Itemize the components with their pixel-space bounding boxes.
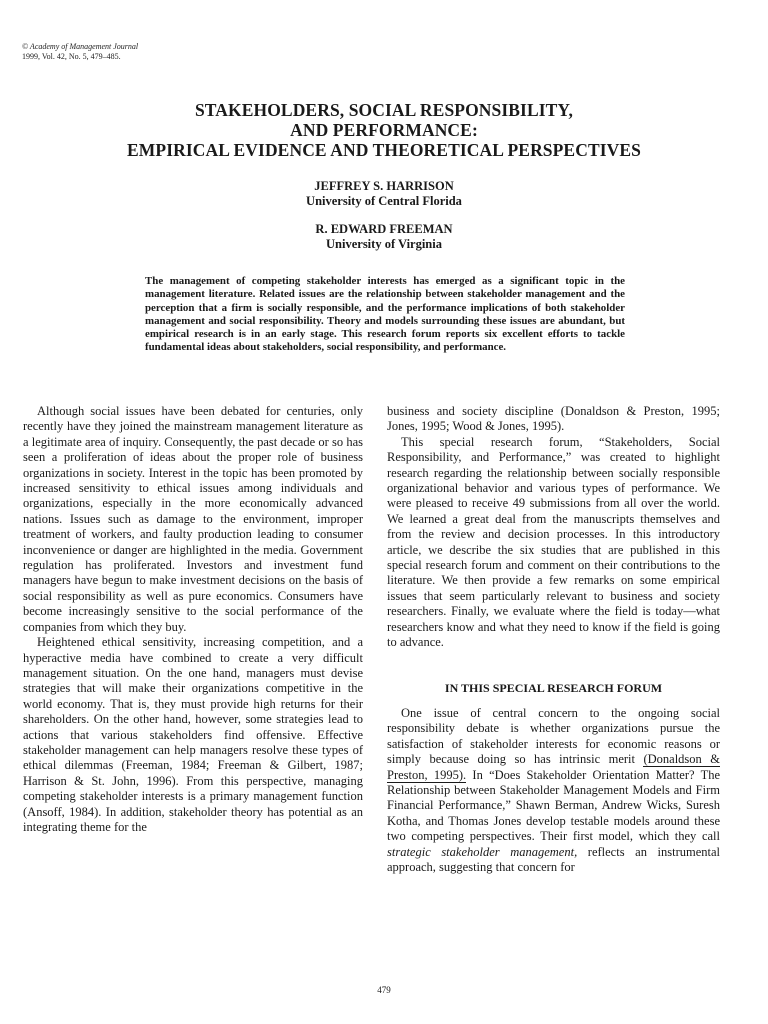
body-paragraph: This special research forum, “Stakeholders, Social Responsibility, and Performance,” was created to highlight research regarding the relationship between socially responsible organizational behavior and various types of performance. We were pleased to receive 49 submissions from all over the world. We learned a great deal from the manuscripts themselves and from the review and decision processes. In this introductory article, we describe the six studies that are published in this special research forum and comment on their contributions to the literature. We then provide a few remarks on some empirical issues that seem particularly relevant to business and society researchers. Finally, we evaluate where the field is today—what researchers know and what they need to know if the field is going to advance.	[387, 434, 720, 650]
author-affiliation-2: University of Virginia	[326, 237, 442, 251]
paragraph-text: reflects an instrumental approach, suggesting that concern for	[387, 844, 721, 874]
journal-name: © Academy of Management Journal	[22, 42, 139, 51]
journal-issue: 1999, Vol. 42, No. 5, 479–485.	[22, 52, 121, 61]
emphasis-text: strategic stakeholder management,	[387, 844, 578, 859]
page-number: 479	[377, 985, 391, 995]
paragraph-text: In “Does Stakeholder Orientation Matter? The Relationship between Stakeholder Management Models and Firm Financial Performance,” Shawn Berman, Andrew Wicks, Suresh Kotha, and Thomas Jones develop testable models around these two competing perspectives. Their first model, which they call	[387, 767, 721, 844]
section-heading: IN THIS SPECIAL RESEARCH FORUM	[444, 680, 663, 695]
title-line-2: AND PERFORMANCE:	[290, 120, 478, 140]
author-affiliation-1: University of Central Florida	[306, 194, 462, 208]
title-line-3: EMPIRICAL EVIDENCE AND THEORETICAL PERSPECTIVES	[127, 140, 641, 160]
body-paragraph: Heightened ethical sensitivity, increasing competition, and a hyperactive media have combined to create a very difficult management situation. On the one hand, managers must devise strategies that will make their organizations competitive in the world economy. That is, they must provide high returns for their shareholders. On the other hand, however, some strategies lead to actions that various stakeholders find offensive. Effective stakeholder management can help managers resolve these types of ethical dilemmas (Freeman, 1984; Freeman & Gilbert, 1987; Harrison & St. John, 1996). From this perspective, managing competing stakeholder interests is a primary management function (Ansoff, 1984). In addition, stakeholder theory has potential as an integrating theme for the	[23, 635, 363, 834]
abstract: The management of competing stakeholder interests has emerged as a significant topic in the management literature. Related issues are the relationship between stakeholder management and the perception that a firm is socially responsible, and the performance implications of both stakeholder management and social responsibility. Theory and models surrounding these issues are abundant, but empirical research is in an early stage. This research forum reports six excellent efforts to tackle fundamental ideas about stakeholders, social responsibility, and performance.	[145, 275, 625, 354]
left-column	[23, 404, 363, 835]
citation-link[interactable]: (Donaldson & Preston, 1995).	[387, 752, 720, 782]
journal-citation	[22, 42, 138, 62]
body-paragraph	[387, 706, 720, 875]
author-name-2: R. EDWARD FREEMAN	[315, 222, 453, 236]
body-paragraph: Although social issues have been debated for centuries, only recently have they joined the mainstream management literature as a legitimate area of inquiry. Consequently, the past decade or so has seen a proliferation of ideas about the proper role of business organizations in society. Interest in the topic has been promoted by increased sensitivity to ethical issues among individuals and organizations, especially in the more economically advanced nations. Issues such as damage to the environment, improper treatment of workers, and faulty production leading to consumer inconvenience or danger are highlighted in the media. Government regulation has proliferated. Investors and investment fund managers have begun to make investment decisions on the basis of social responsibility as well as pure economics. Consumers have become increasingly sensitive to the social performance of the companies from which they buy.	[23, 404, 363, 634]
right-column	[387, 404, 720, 875]
author-name-1: JEFFREY S. HARRISON	[314, 179, 454, 193]
body-paragraph-continued: business and society discipline (Donaldson & Preston, 1995; Jones, 1995; Wood & Jones, 1995).	[387, 404, 720, 434]
title-line-1: STAKEHOLDERS, SOCIAL RESPONSIBILITY,	[194, 100, 574, 120]
title-block	[0, 100, 768, 252]
paragraph-text: One issue of central concern to the ongoing social responsibility debate is whether organizations pursue the satisfaction of stakeholder interests for economic reasons or simply because doing so has intrinsic merit	[387, 705, 720, 767]
